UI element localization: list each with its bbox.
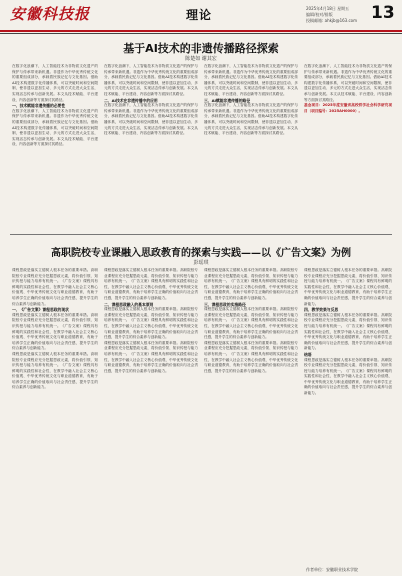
article1-subheading-2: 二、AI技术在非遗传播中的应用: [104, 97, 158, 103]
article1-title: 基于AI技术的非遗传播路径探索: [123, 42, 279, 55]
article2-paragraph: 课程思政是落实立德树人根本任务的重要举措。高职院校专业课程应充分挖掘思政元素，将价值引领、知识传授与能力培养有机统一。《广告文案》课程具有鲜明的实践性和社会性，在教学中融入社会主义核心价值观、中华优秀传统文化与职业道德教育，有助于培养学生正确的价值取向与社会责任感，提升学生的综合素养与创新能力。: [304, 312, 392, 351]
article2-paragraph: 课程思政是落实立德树人根本任务的重要举措。高职院校专业课程应充分挖掘思政元素，将价值引领、知识传授与能力培养有机统一。《广告文案》课程具有鲜明的实践性和社会性，在教学中融入社会主义核心价值观、中华优秀传统文化与职业道德教育，有助于培养学生正确的价值取向与社会责任感，提升学生的综合素养与创新能力。: [104, 268, 198, 300]
issue-date: 2025年4月18日 星期五: [306, 6, 350, 11]
article1-col3: [204, 64, 298, 230]
article2-paragraph: 课程思政是落实立德树人根本任务的重要举措。高职院校专业课程应充分挖掘思政元素，将价值引领、知识传授与能力培养有机统一。《广告文案》课程具有鲜明的实践性和社会性，在教学中融入社会主义核心价值观、中华优秀传统文化与职业道德教育，有助于培养学生正确的价值取向与社会责任感，提升学生的综合素养与创新能力。: [12, 351, 98, 390]
article1-paragraph: 在数字化浪潮下，人工智能技术为非物质文化遗产的保护与传承带来新机遇。非遗作为中华优秀传统文化的重要组成部分，承载着民族记忆与文化基因。借助AI技术构建数字化传播体系，可以突破时间和空间限制，使非遗以更加生动、多元的方式走进大众生活，实现活态传承与创新发展。本文从技术赋能、平台建设、内容创新等方面探讨其路径。: [304, 64, 392, 102]
article1-subheading-1: 一、技术赋能非遗传播的必要性: [12, 103, 66, 109]
article2-paragraph: 课程思政是落实立德树人根本任务的重要举措。高职院校专业课程应充分挖掘思政元素，将价值引领、知识传授与能力培养有机统一。《广告文案》课程具有鲜明的实践性和社会性，在教学中融入社会主义核心价值观、中华优秀传统文化与职业道德教育，有助于培养学生正确的价值取向与社会责任感，提升学生的综合素养与创新能力。: [204, 268, 298, 300]
article1-fund-note: 基金项目：2025年度安徽省高校哲学社会科学研究项目（项目编号：2025AH0000）。: [304, 103, 392, 113]
article1-subheading-3: 三、AI赋能非遗传播的路径: [204, 97, 251, 103]
article2-paragraph: 课程思政是落实立德树人根本任务的重要举措。高职院校专业课程应充分挖掘思政元素，将价值引领、知识传授与能力培养有机统一。《广告文案》课程具有鲜明的实践性和社会性，在教学中融入社会主义核心价值观、中华优秀传统文化与职业道德教育，有助于培养学生正确的价值取向与社会责任感，提升学生的综合素养与创新能力。: [304, 357, 392, 396]
issue-email: 投稿邮箱: ahkjb@163.com: [306, 18, 358, 23]
article1-paragraph: 在数字化浪潮下，人工智能技术为非物质文化遗产的保护与传承带来新机遇。非遗作为中华优秀传统文化的重要组成部分，承载着民族记忆与文化基因。借助AI技术构建数字化传播体系，可以突破时间和空间限制，使非遗以更加生动、多元的方式走进大众生活，实现活态传承与创新发展。本文从技术赋能、平台建设、内容创新等方面探讨其路径。: [204, 64, 298, 96]
article1-col4: [304, 64, 392, 230]
article2-paragraph: 课程思政是落实立德树人根本任务的重要举措。高职院校专业课程应充分挖掘思政元素，将价值引领、知识传授与能力培养有机统一。《广告文案》课程具有鲜明的实践性和社会性，在教学中融入社会主义核心价值观、中华优秀传统文化与职业道德教育，有助于培养学生正确的价值取向与社会责任感，提升学生的综合素养与创新能力。: [204, 340, 298, 373]
article2-col2: [104, 268, 198, 564]
masthead-rule: [0, 30, 402, 32]
article2-author-note: 作者单位：安徽职业技术学院: [306, 567, 358, 572]
article2-col4: [304, 268, 392, 564]
article-divider: [10, 234, 392, 235]
masthead-rule-thin: [0, 33, 402, 34]
article1-paragraph: 在数字化浪潮下，人工智能技术为非物质文化遗产的保护与传承带来新机遇。非遗作为中华优秀传统文化的重要组成部分，承载着民族记忆与文化基因。借助AI技术构建数字化传播体系，可以突破时间和空间限制，使非遗以更加生动、多元的方式走进大众生活，实现活态传承与创新发展。本文从技术赋能、平台建设、内容创新等方面探讨其路径。: [104, 103, 198, 136]
article1-paragraph: 在数字化浪潮下，人工智能技术为非物质文化遗产的保护与传承带来新机遇。非遗作为中华优秀传统文化的重要组成部分，承载着民族记忆与文化基因。借助AI技术构建数字化传播体系，可以突破时间和空间限制，使非遗以更加生动、多元的方式走进大众生活，实现活态传承与创新发展。本文从技术赋能、平台建设、内容创新等方面探讨其路径。: [12, 108, 98, 147]
article2-paragraph: 课程思政是落实立德树人根本任务的重要举措。高职院校专业课程应充分挖掘思政元素，将价值引领、知识传授与能力培养有机统一。《广告文案》课程具有鲜明的实践性和社会性，在教学中融入社会主义核心价值观、中华优秀传统文化与职业道德教育，有助于培养学生正确的价值取向与社会责任感，提升学生的综合素养与创新能力。: [104, 340, 198, 373]
article2-paragraph: 课程思政是落实立德树人根本任务的重要举措。高职院校专业课程应充分挖掘思政元素，将价值引领、知识传授与能力培养有机统一。《广告文案》课程具有鲜明的实践性和社会性，在教学中融入社会主义核心价值观、中华优秀传统文化与职业道德教育，有助于培养学生正确的价值取向与社会责任感，提升学生的综合素养与创新能力。: [12, 312, 98, 351]
article2-subheading-2: 二、课程思政融入的基本原则: [104, 301, 154, 307]
article2-title: 高职院校专业课融入思政教育的探索与实践——以《广告文案》为例: [51, 248, 351, 259]
article2-col1: [12, 268, 98, 564]
article2-subheading-1: 一、《广告文案》课程思政的现状: [12, 307, 69, 313]
newspaper-logo: 安徽科技报: [10, 5, 91, 23]
article1-paragraph: 在数字化浪潮下，人工智能技术为非物质文化遗产的保护与传承带来新机遇。非遗作为中华优秀传统文化的重要组成部分，承载着民族记忆与文化基因。借助AI技术构建数字化传播体系，可以突破时间和空间限制，使非遗以更加生动、多元的方式走进大众生活，实现活态传承与创新发展。本文从技术赋能、平台建设、内容创新等方面探讨其路径。: [12, 64, 98, 102]
article2-paragraph: 课程思政是落实立德树人根本任务的重要举措。高职院校专业课程应充分挖掘思政元素，将价值引领、知识传授与能力培养有机统一。《广告文案》课程具有鲜明的实践性和社会性，在教学中融入社会主义核心价值观、中华优秀传统文化与职业道德教育，有助于培养学生正确的价值取向与社会责任感，提升学生的综合素养与创新能力。: [12, 268, 98, 306]
article2-byline: 彭瑶琪: [193, 260, 209, 266]
article1-col2: [104, 64, 198, 230]
article2-paragraph: 课程思政是落实立德树人根本任务的重要举措。高职院校专业课程应充分挖掘思政元素，将价值引领、知识传授与能力培养有机统一。《广告文案》课程具有鲜明的实践性和社会性，在教学中融入社会主义核心价值观、中华优秀传统文化与职业道德教育，有助于培养学生正确的价值取向与社会责任感，提升学生的综合素养与创新能力。: [104, 307, 198, 340]
article1-byline: 陈楚如 谢其宏: [185, 56, 217, 62]
masthead: [0, 0, 402, 34]
article1-paragraph: 在数字化浪潮下，人工智能技术为非物质文化遗产的保护与传承带来新机遇。非遗作为中华优秀传统文化的重要组成部分，承载着民族记忆与文化基因。借助AI技术构建数字化传播体系，可以突破时间和空间限制，使非遗以更加生动、多元的方式走进大众生活，实现活态传承与创新发展。本文从技术赋能、平台建设、内容创新等方面探讨其路径。: [104, 64, 198, 96]
article2-paragraph: 课程思政是落实立德树人根本任务的重要举措。高职院校专业课程应充分挖掘思政元素，将价值引领、知识传授与能力培养有机统一。《广告文案》课程具有鲜明的实践性和社会性，在教学中融入社会主义核心价值观、中华优秀传统文化与职业道德教育，有助于培养学生正确的价值取向与社会责任感，提升学生的综合素养与创新能力。: [204, 307, 298, 340]
article1-paragraph: 在数字化浪潮下，人工智能技术为非物质文化遗产的保护与传承带来新机遇。非遗作为中华优秀传统文化的重要组成部分，承载着民族记忆与文化基因。借助AI技术构建数字化传播体系，可以突破时间和空间限制，使非遗以更加生动、多元的方式走进大众生活，实现活态传承与创新发展。本文从技术赋能、平台建设、内容创新等方面探讨其路径。: [204, 103, 298, 136]
issue-editor: 编辑/校对/排版: [306, 12, 333, 17]
article2-paragraph: 课程思政是落实立德树人根本任务的重要举措。高职院校专业课程应充分挖掘思政元素，将价值引领、知识传授与能力培养有机统一。《广告文案》课程具有鲜明的实践性和社会性，在教学中融入社会主义核心价值观、中华优秀传统文化与职业道德教育，有助于培养学生正确的价值取向与社会责任感，提升学生的综合素养与创新能力。: [304, 268, 392, 306]
article1-col1: [12, 64, 98, 230]
issue-meta: [306, 6, 357, 24]
section-title: 理论: [186, 8, 213, 22]
article2-subheading-5: 结语: [304, 351, 312, 357]
article2-subheading-4: 四、教学效果与反思: [304, 307, 339, 313]
article2-col3: [204, 268, 298, 564]
page-number: 13: [371, 3, 395, 23]
article2-subheading-3: 三、课程思政的实施路径: [204, 301, 246, 307]
